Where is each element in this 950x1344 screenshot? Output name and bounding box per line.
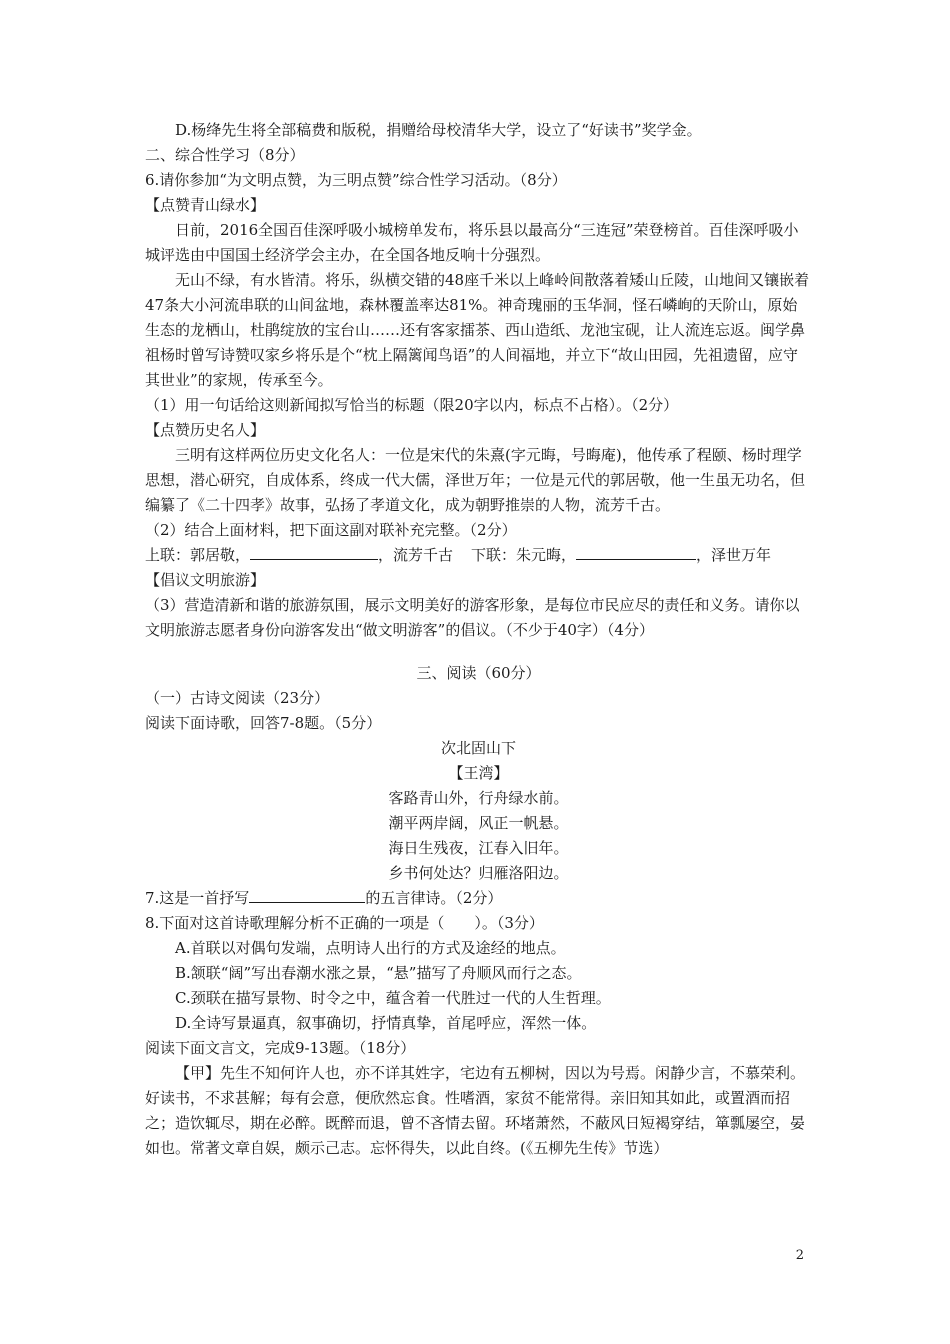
poem-line-4: 乡书何处达？归雁洛阳边。 [388, 864, 569, 882]
question-8-option-c: C.颈联在描写景物、时令之中，蕴含着一代胜过一代的人生哲理。 [175, 989, 611, 1007]
couplet-upper-blank[interactable] [250, 545, 378, 560]
question-6-3: （3）营造清新和谐的旅游氛围，展示文明美好的游客形象，是每位市民应尽的责任和义务。请你以文明旅游志愿者身份向游客发出“做文明游客”的倡议。（不少于40字）（4分） [145, 596, 800, 639]
section-3-title: 三、阅读（60分） [416, 664, 541, 682]
question-6: 6.请你参加“为文明点赞，为三明点赞”综合性学习活动。（8分） [145, 171, 567, 189]
question-7-prefix: 7.这是一首抒写 [145, 889, 250, 907]
poem-line-1: 客路青山外，行舟绿水前。 [388, 789, 569, 807]
heading-historical-figures: 【点赞历史名人】 [145, 421, 266, 439]
heading-green-mountains: 【点赞青山绿水】 [145, 196, 266, 214]
poem-title: 次北固山下 [440, 739, 516, 757]
question-6-2: （2）结合上面材料，把下面这副对联补充完整。（2分） [145, 521, 517, 539]
question-8-option-a: A.首联以对偶句发端，点明诗人出行的方式及途经的地点。 [175, 939, 566, 957]
question-7-suffix: 的五言律诗。（2分） [365, 889, 503, 907]
subsection-classical: （一）古诗文阅读（23分） [145, 689, 330, 707]
passage-jia: 【甲】先生不知何许人也，亦不详其姓字，宅边有五柳树，因以为号焉。闲静少言，不慕荣利。好读书，不求甚解；每有会意，便欣然忘食。性嗜酒，家贫不能常得。亲旧知其如此，或置酒而招之；造饮辄尽，期在必醉。既醉而退，曾不吝情去留。环堵萧然，不蔽风日短褐穿结，箪瓢屡空，晏如也。常著文章自娱，颇示己志。忘怀得失，以此自终。(《五柳先生传》节选） [145, 1064, 806, 1157]
question-7 [145, 886, 812, 911]
page-number: 2 [795, 1248, 804, 1263]
option-d: D.杨绛先生将全部稿费和版税，捐赠给母校清华大学，设立了“好读书”奖学金。 [175, 121, 702, 139]
couplet-lower-label: 下联：朱元晦， [471, 546, 577, 564]
heading-civilized-tourism: 【倡议文明旅游】 [145, 571, 266, 589]
question-8: 8.下面对这首诗歌理解分析不正确的一项是（ ）。（3分） [145, 914, 544, 932]
document-page [145, 118, 812, 1161]
poem-line-3: 海日生残夜，江春入旧年。 [388, 839, 569, 857]
question-7-blank[interactable] [249, 888, 365, 903]
poem-intro: 阅读下面诗歌，回答7-8题。（5分） [145, 714, 382, 732]
couplet-upper-end: ，流芳千古 [378, 546, 454, 564]
couplet-line [145, 543, 812, 568]
prose-intro: 阅读下面文言文，完成9-13题。（18分） [145, 1039, 416, 1057]
paragraph-news-2: 无山不绿，有水皆清。将乐，纵横交错的48座千米以上峰岭间散落着矮山丘陵，山地间又镶嵌着47条大小河流串联的山间盆地，森林覆盖率达81%。神奇瑰丽的玉华洞，怪石嶙峋的天阶山，原始生态的龙栖山，杜鹃绽放的宝台山……还有客家擂茶、西山造纸、龙池宝砚，让人流连忘返。闽学鼻祖杨时曾写诗赞叹家乡将乐是个“枕上隔篱闻鸟语”的人间福地，并立下“故山田园，先祖遗留，应守其世业”的家规，传承至今。 [145, 271, 810, 389]
section-2-title: 二、综合性学习（8分） [145, 146, 305, 164]
paragraph-figures: 三明有这样两位历史文化名人：一位是宋代的朱熹(字元晦，号晦庵)，他传承了程颐、杨时理学思想，潜心研究，自成体系，终成一代大儒，泽世万年；一位是元代的郭居敬，他一生虽无功名，但编纂了《二十四孝》故事，弘扬了孝道文化，成为朝野推崇的人物，流芳千古。 [145, 446, 806, 514]
poem-author: 【王湾】 [448, 764, 509, 782]
question-8-option-b: B.颔联“阔”写出春潮水涨之景，“悬”描写了舟顺风而行之态。 [175, 964, 582, 982]
question-8-option-d: D.全诗写景逼真，叙事确切，抒情真挚，首尾呼应，浑然一体。 [175, 1014, 597, 1032]
couplet-lower-blank[interactable] [576, 545, 696, 560]
couplet-lower-end: ，泽世万年 [696, 546, 772, 564]
paragraph-news-1: 日前，2016全国百佳深呼吸小城榜单发布，将乐县以最高分“三连冠”荣登榜首。百佳深呼吸小城评选由中国国土经济学会主办，在全国各地反响十分强烈。 [145, 221, 799, 264]
poem-line-2: 潮平两岸阔，风正一帆悬。 [388, 814, 569, 832]
question-6-1: （1）用一句话给这则新闻拟写恰当的标题（限20字以内，标点不占格）。（2分） [145, 396, 679, 414]
couplet-upper-label: 上联：郭居敬， [145, 546, 251, 564]
